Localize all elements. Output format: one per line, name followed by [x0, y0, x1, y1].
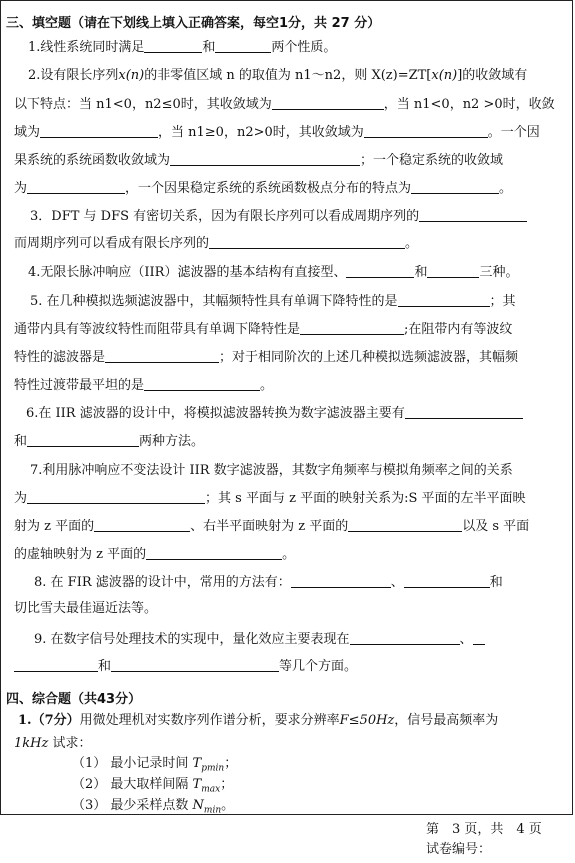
blank-field[interactable] [94, 517, 190, 532]
question-5-line-4: 特性过渡带最平坦的是 。 [14, 378, 274, 393]
blank-field[interactable] [111, 657, 279, 672]
blank-field[interactable] [346, 263, 414, 278]
section4-title: 四、综合题（共43分） [6, 692, 142, 707]
question-2-line-5: 为 ，一个因果稳定系统的系统函数极点分布的特点为 。 [14, 181, 513, 196]
blank-field[interactable] [427, 263, 479, 278]
problem-1-line-1: 1.（7分）用微处理机对实数序列作谱分析，要求分辨率F≤50Hz，信号最高频率为 [18, 713, 499, 728]
question-3-line-2: 而周期序列可以看成有限长序列的 。 [14, 236, 419, 251]
blank-field[interactable] [364, 123, 488, 138]
problem-number: 1.（7分） [18, 713, 80, 728]
question-7-line-3: 射为 z 平面的 、右半平面映射为 z 平面的 以及 s 平面 [14, 519, 530, 534]
blank-field[interactable] [350, 630, 460, 645]
blank-field[interactable] [27, 432, 139, 447]
blank-field[interactable] [272, 95, 384, 110]
blank-field[interactable] [14, 657, 98, 672]
question-6-line-1: 6.在 IIR 滤波器的设计中，将模拟滤波器转换为数字滤波器主要有 [26, 404, 565, 423]
problem-1-line-2: 1kHz 试求： [14, 736, 92, 751]
question-5-line-1: 5. 在几种模拟选频滤波器中，其幅频特性具有单调下降特性的是 ；其 [30, 294, 516, 309]
blank-field[interactable] [144, 376, 260, 391]
blank-field[interactable] [144, 38, 202, 53]
question-2-line-1: 2.设有限长序列x(n)的非零值区域 n 的取值为 n1～n2，则 X(z)=ZT[x(n)]的收敛域有 [28, 68, 528, 83]
blank-field[interactable] [40, 123, 158, 138]
question-8-line-1: 8. 在 FIR 滤波器的设计中，常用的方法有： 、 和 [34, 575, 503, 590]
blank-field[interactable] [105, 348, 219, 363]
exam-code-label: 试卷编号： [426, 842, 492, 857]
blank-field[interactable] [27, 489, 205, 504]
question-1: 1.线性系统同时满足 和 两个性质。 [28, 40, 337, 55]
blank-field[interactable] [170, 151, 360, 166]
blank-field[interactable] [473, 630, 485, 645]
question-8-line-2: 切比雪夫最佳逼近法等。 [14, 601, 158, 616]
blank-field[interactable] [27, 179, 125, 194]
question-7-line-4: 的虚轴映射为 z 平面的 。 [14, 547, 296, 562]
problem-1-item-2: （2） 最大取样间隔 $T_{max}$； [72, 777, 234, 795]
blank-field[interactable] [348, 517, 462, 532]
blank-field[interactable] [146, 545, 282, 560]
question-5-line-2: 通带内具有等波纹特性而阻带具有单调下降特性是 ;在阻带内有等波纹 [14, 322, 513, 337]
blank-field[interactable] [300, 320, 404, 335]
blank-field[interactable] [405, 404, 523, 419]
section3-title: 三、填空题（请在下划线上填入正确答案，每空1分，共 27 分） [6, 16, 381, 31]
question-2-line-2: 以下特点：当 n1<0，n2≤0时，其收敛域为 ，当 n1<0，n2 >0时，收敛 [14, 97, 555, 112]
problem-1-item-1: （1） 最小记录时间 $T_{pmin}$； [72, 756, 238, 774]
question-9-line-2: 和 等几个方面。 [14, 657, 565, 676]
blank-field[interactable] [209, 234, 405, 249]
page-number: 第 3 页，共 4 页 [426, 822, 542, 837]
problem-1-item-3: （3） 最少采样点数 $N_{min}$。 [72, 798, 235, 816]
question-3-line-1: 3．DFT 与 DFS 有密切关系，因为有限长序列可以看成周期序列的 [30, 207, 565, 226]
question-2-line-3: 域为 ，当 n1≥0，n2>0时，其收敛域为 。一个因 [14, 125, 540, 140]
question-6-line-2: 和 两种方法。 [14, 434, 205, 449]
question-7-line-1: 7.利用脉冲响应不变法设计 IIR 数字滤波器，其数字角频率与模拟角频率之间的关系 [30, 463, 513, 478]
blank-field[interactable] [411, 179, 499, 194]
question-2-line-4: 果系统的系统函数收敛域为 ；一个稳定系统的收敛域 [14, 153, 504, 168]
question-7-line-2: 为 ；其 s 平面与 z 平面的映射关系为:S 平面的左半平面映 [14, 491, 526, 506]
question-4: 4.无限长脉冲响应（IIR）滤波器的基本结构有直接型、 和 三种。 [28, 265, 519, 280]
blank-field[interactable] [419, 207, 527, 222]
question-5-line-3: 特性的滤波器是 ；对于相同阶次的上述几种模拟选频滤波器，其幅频 [14, 350, 519, 365]
question-9-line-1: 9. 在数字信号处理技术的实现中，量化效应主要表现在 、 [34, 630, 565, 649]
blank-field[interactable] [398, 292, 490, 307]
blank-field[interactable] [215, 38, 271, 53]
blank-field[interactable] [404, 573, 490, 588]
blank-field[interactable] [291, 573, 391, 588]
